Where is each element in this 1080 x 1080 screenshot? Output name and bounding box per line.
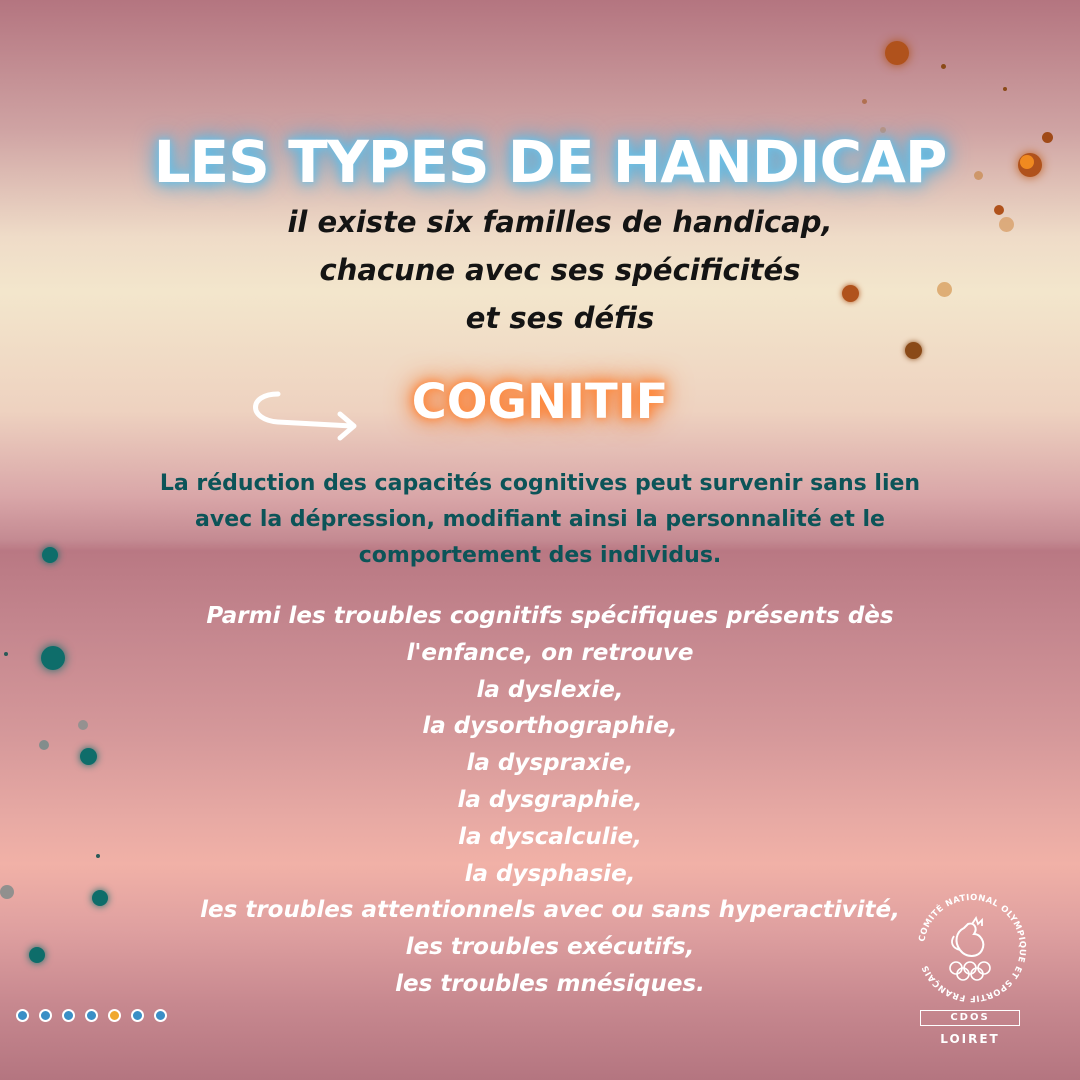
pagination-dot[interactable]: [131, 1009, 144, 1022]
body-line: la dyspraxie,: [466, 750, 634, 777]
curved-arrow-icon: [248, 382, 368, 442]
body-line: les troubles mnésiques.: [395, 970, 705, 997]
pagination-dot[interactable]: [154, 1009, 167, 1022]
body-line: les troubles attentionnels avec ou sans hyperactivité,: [200, 897, 900, 924]
body-line: l'enfance, on retrouve: [406, 639, 694, 666]
logo-region: LOIRET: [940, 1032, 1000, 1046]
body-line: les troubles exécutifs,: [405, 934, 695, 961]
description-line: comportement des individus.: [358, 543, 722, 568]
logo-acronym: CDOS: [920, 1010, 1020, 1026]
pagination-dot[interactable]: [85, 1009, 98, 1022]
body-line: la dysgraphie,: [457, 786, 643, 813]
body-line: la dyslexie,: [476, 676, 624, 703]
subtitle: [0, 198, 1080, 342]
subtitle-line: et ses défis: [465, 301, 655, 335]
pagination-dot[interactable]: [16, 1009, 29, 1022]
page-title: LES TYPES DE HANDICAP: [153, 128, 947, 196]
pagination-dot[interactable]: [39, 1009, 52, 1022]
description: [100, 466, 980, 574]
cnosf-emblem-icon: [912, 888, 1032, 1008]
subtitle-line: chacune avec ses spécificités: [319, 253, 801, 287]
subtitle-line: il existe six familles de handicap,: [287, 205, 833, 239]
pagination-dot-active[interactable]: [108, 1009, 121, 1022]
pagination-dot[interactable]: [62, 1009, 75, 1022]
body-line: la dysphasie,: [464, 860, 636, 887]
description-line: avec la dépression, modifiant ainsi la personnalité et le: [195, 507, 885, 532]
cnosf-logo: [912, 888, 1032, 1058]
description-line: La réduction des capacités cognitives peut survenir sans lien: [159, 471, 921, 496]
svg-text:COMITÉ NATIONAL OLYMPIQUE ET S: [917, 893, 1027, 1003]
section-title: COGNITIF: [411, 374, 669, 430]
body-line: Parmi les troubles cognitifs spécifiques présents dès: [206, 603, 894, 629]
pagination-dots: [16, 1009, 167, 1022]
body-line: la dysorthographie,: [422, 713, 678, 740]
body-line: la dyscalculie,: [458, 823, 642, 850]
logo-ring-text: COMITÉ NATIONAL OLYMPIQUE ET SPORTIF FRANÇAIS: [917, 892, 1028, 1004]
